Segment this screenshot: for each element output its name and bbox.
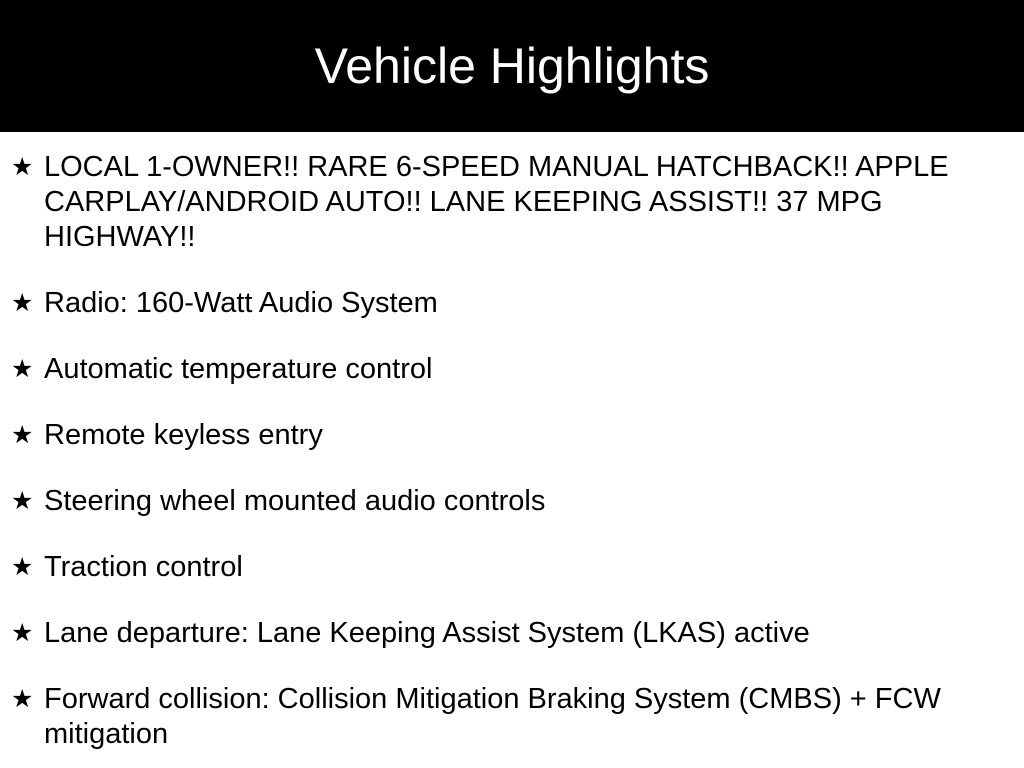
star-bullet-icon: ★ — [11, 685, 34, 713]
bullet-item-highlights — [0, 150, 985, 255]
page-title: Vehicle Highlights — [314, 38, 710, 94]
bullet-item-temperature-control — [0, 352, 985, 387]
bullet-item-forward-collision — [0, 682, 985, 752]
star-bullet-icon: ★ — [11, 619, 34, 647]
star-bullet-icon: ★ — [11, 153, 34, 181]
bullet-list — [0, 150, 996, 752]
title-bar — [0, 0, 1024, 132]
bullet-text: Steering wheel mounted audio controls — [44, 485, 546, 517]
slide-body — [0, 132, 1024, 752]
bullet-text: LOCAL 1-OWNER!! RARE 6-SPEED MANUAL HATCHBACK!! APPLE CARPLAY/ANDROID AUTO!! LANE KEEPING ASSIST!! 37 MPG HIGHWAY!! — [44, 151, 949, 253]
bullet-item-radio — [0, 286, 985, 321]
bullet-text: Remote keyless entry — [44, 419, 323, 451]
bullet-item-traction-control — [0, 550, 985, 585]
bullet-text: Automatic temperature control — [44, 353, 433, 385]
star-bullet-icon: ★ — [11, 421, 34, 449]
bullet-text: Lane departure: Lane Keeping Assist System (LKAS) active — [44, 617, 810, 649]
bullet-text: Forward collision: Collision Mitigation Braking System (CMBS) + FCW mitigation — [44, 683, 941, 750]
bullet-text: Radio: 160-Watt Audio System — [44, 287, 438, 319]
bullet-text: Traction control — [44, 551, 243, 583]
bullet-item-lane-departure — [0, 616, 985, 651]
star-bullet-icon: ★ — [11, 355, 34, 383]
bullet-item-steering-audio-controls — [0, 484, 985, 519]
star-bullet-icon: ★ — [11, 487, 34, 515]
star-bullet-icon: ★ — [11, 553, 34, 581]
star-bullet-icon: ★ — [11, 289, 34, 317]
bullet-item-keyless-entry — [0, 418, 985, 453]
